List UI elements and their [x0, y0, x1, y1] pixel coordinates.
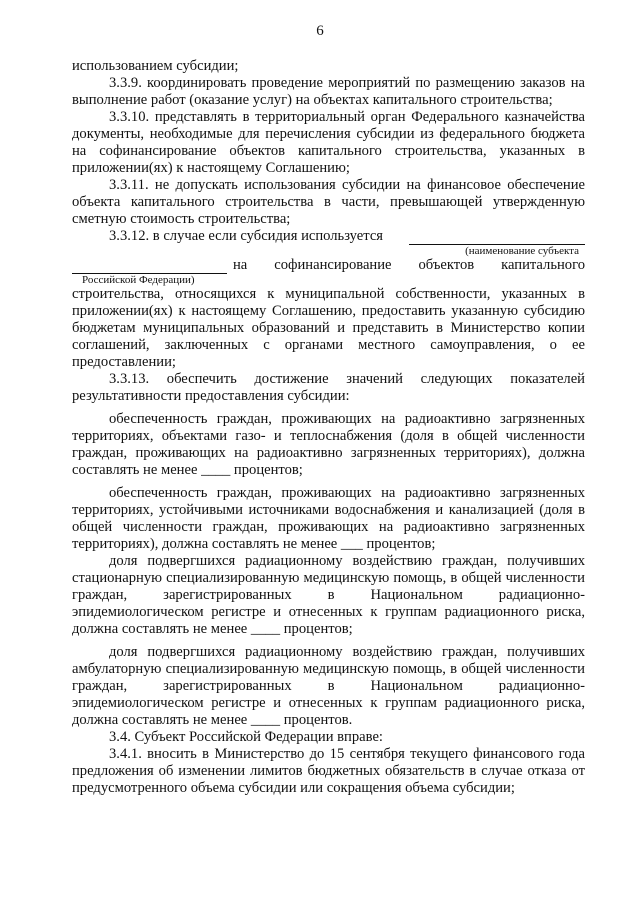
paragraph-3-3-9: 3.3.9. координировать проведение мероприятий по размещению заказов на выполнение работ (оказание услуг) на объектах капитального строительства; [72, 75, 585, 108]
indicator-inpatient-care: доля подвергшихся радиационному воздействию граждан, получивших стационарную специализированную медицинскую помощь, в общей численности граждан, зарегистрированных в Национальном радиационно-эпидемиологическом регистре и отнесенных к группам радиационного риска, должна составлять не менее ____ процентов; [72, 553, 585, 637]
paragraph-3-3-12-start: 3.3.12. в случае если субсидия используется [109, 228, 384, 244]
paragraph-3-3-11: 3.3.11. не допускать использования субсидии на финансовое обеспечение объекта капитального строительства в части, превышающей утвержденную сметную стоимость строительства; [72, 177, 585, 227]
indicator-water-sewage: обеспеченность граждан, проживающих на радиоактивно загрязненных территориях, устойчивыми источниками водоснабжения и канализацией (доля в общей численности граждан, проживающих на радиоактивно загрязненных территориях), должна составлять не менее ___ процентов; [72, 485, 585, 552]
paragraph-3-4: 3.4. Субъект Российской Федерации вправе: [109, 729, 383, 745]
paragraph-3-3-12-mid: на софинансирование объектов капитального [233, 257, 585, 273]
paragraph-3-3-13: 3.3.13. обеспечить достижение значений следующих показателей результативности предоставления субсидии: [72, 371, 585, 404]
subject-name-caption: (наименование субъекта [465, 245, 579, 257]
subject-name-blank [409, 231, 585, 245]
paragraph-3-3-12-second-line [72, 257, 585, 274]
indicator-gas-heat: обеспеченность граждан, проживающих на радиоактивно загрязненных территориях, объектами газо- и теплоснабжения (доля в общей численности граждан, проживающих на радиоактивно загрязненных территориях), должна составлять не менее ____ процентов; [72, 411, 585, 478]
subject-name-caption-continued: Российской Федерации) [82, 274, 195, 286]
paragraph-3-4-1: 3.4.1. вносить в Министерство до 15 сентября текущего финансового года предложения об изменении лимитов бюджетных обязательств в случае отказа от предусмотренного объема субсидии или сокращения объема субсидии; [72, 746, 585, 796]
page-number: 6 [316, 23, 324, 39]
subject-name-blank-continued [72, 260, 227, 274]
document-body [72, 58, 585, 797]
paragraph-3-3-10: 3.3.10. представлять в территориальный орган Федерального казначейства документы, необходимые для перечисления субсидии из федерального бюджета на софинансирование объектов капитального строительства, указанных в приложении(ях) к настоящему Соглашению; [72, 109, 585, 176]
paragraph-3-3-12-rest: строительства, относящихся к муниципальной собственности, указанных в приложении(ях) к настоящему Соглашению, предоставить указанную субсидию бюджетам муниципальных образований и представить в Министерство копии соглашений, заключенных с органами местного самоуправления, о ее предоставлении; [72, 286, 585, 370]
paragraph-3-3-12-first-line [72, 228, 585, 245]
paragraph-continuation: использованием субсидии; [72, 58, 239, 74]
indicator-outpatient-care: доля подвергшихся радиационному воздействию граждан, получивших амбулаторную специализированную медицинскую помощь, в общей численности граждан, зарегистрированных в Национальном радиационно-эпидемиологическом регистре и отнесенных к группам радиационного риска, должна составлять не менее ____ процентов. [72, 644, 585, 728]
